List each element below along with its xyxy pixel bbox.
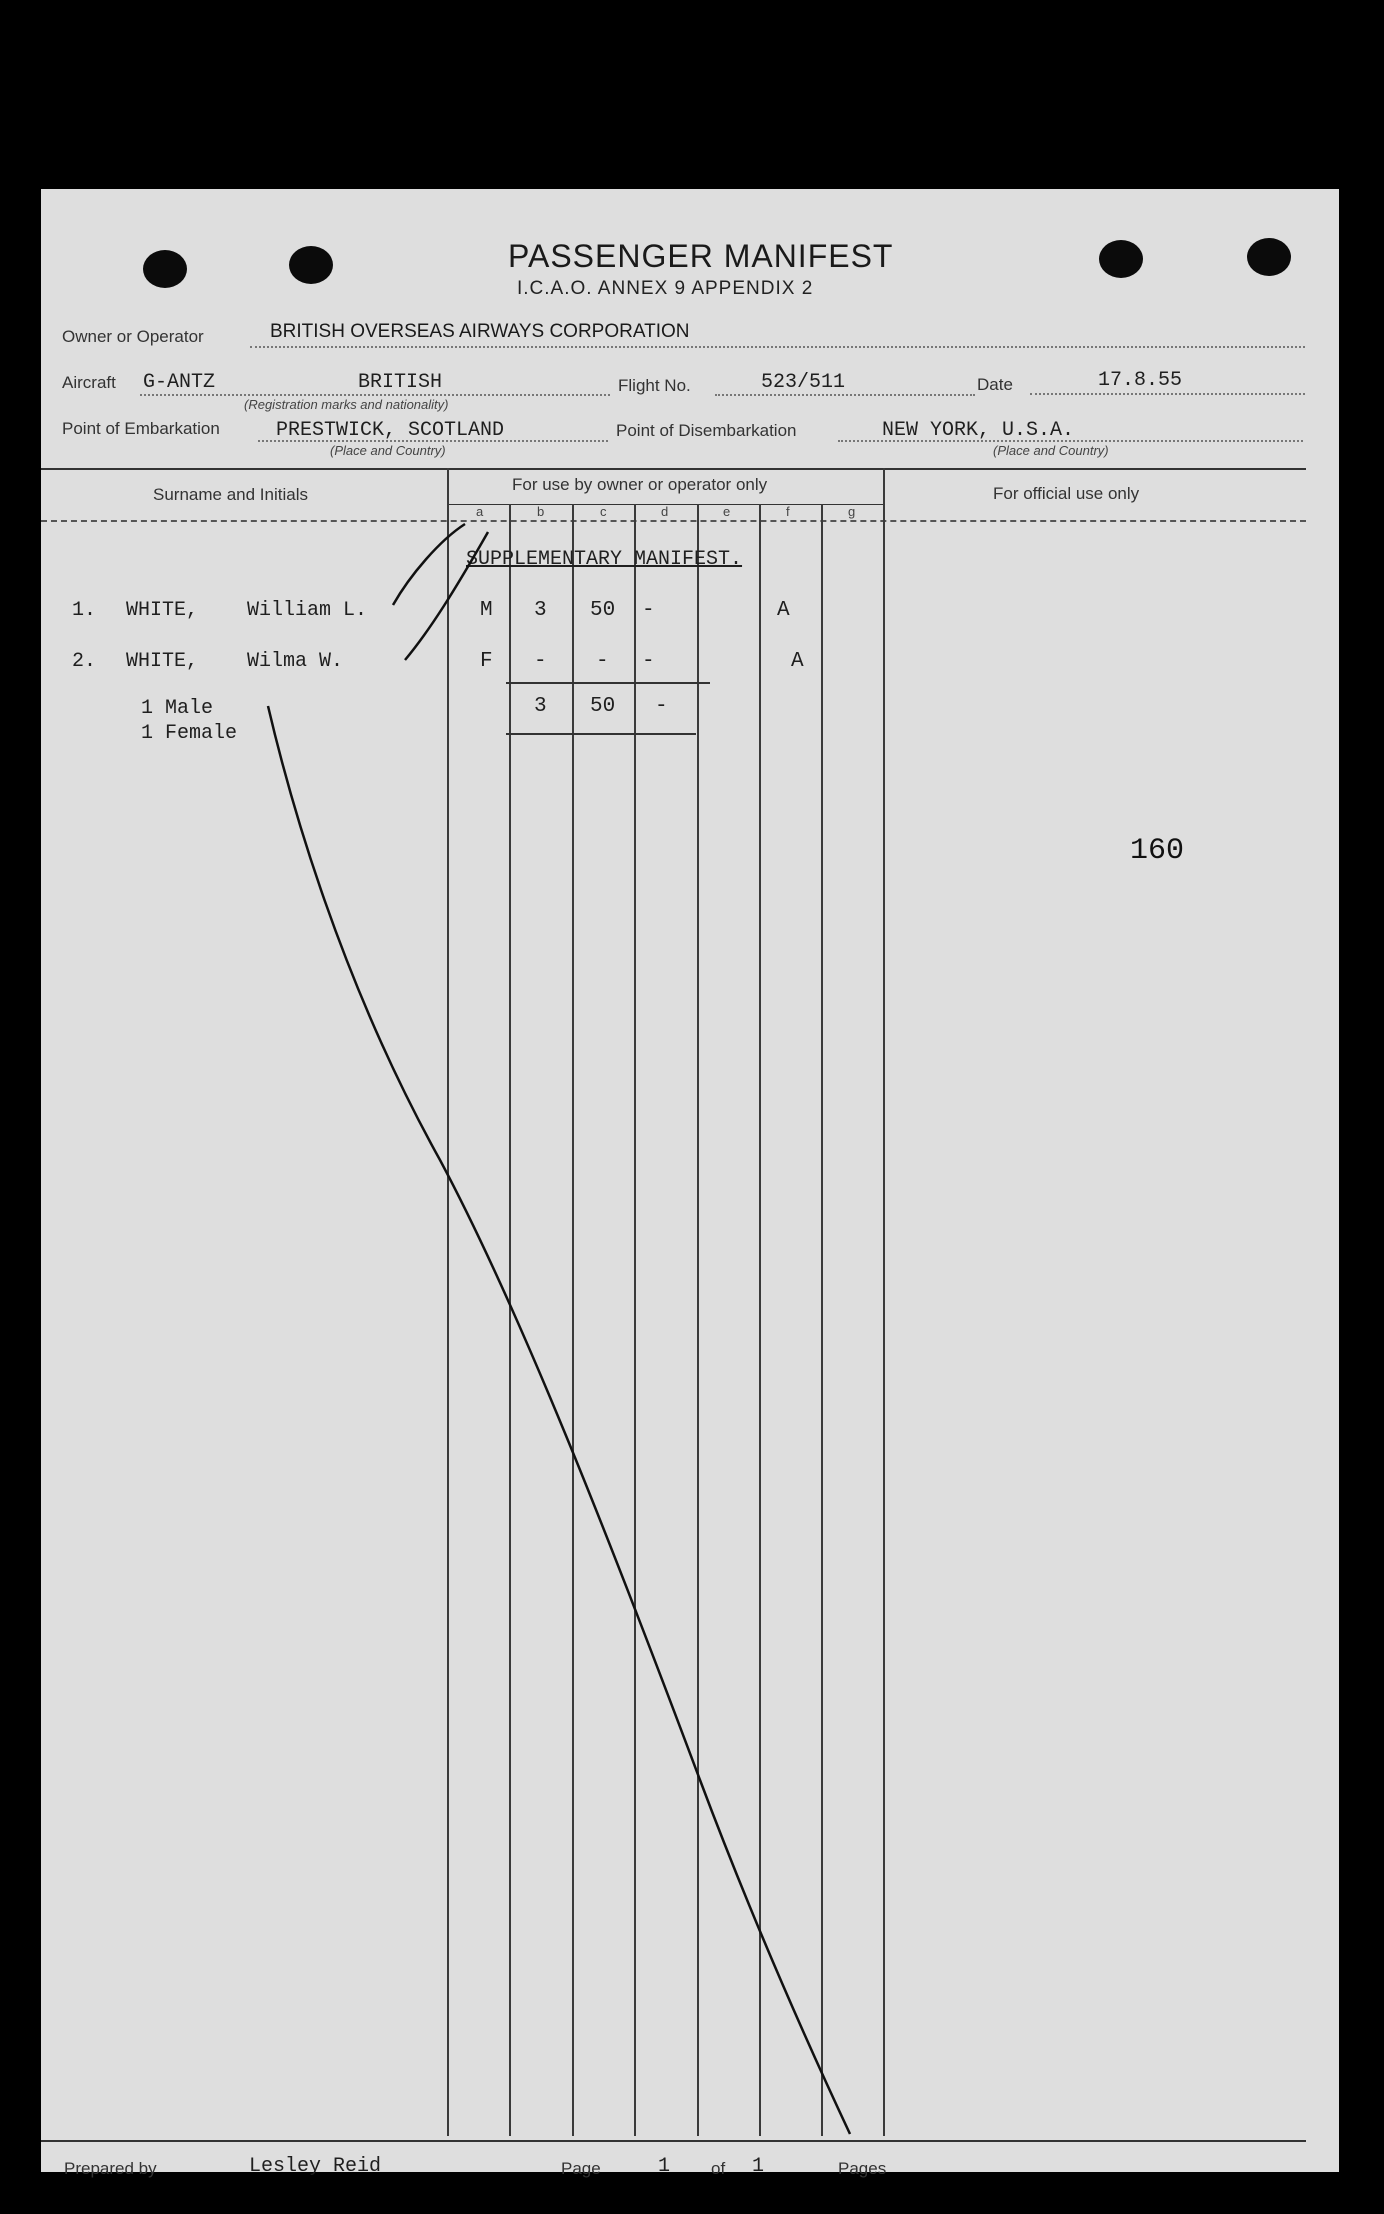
row-col-f: A bbox=[777, 599, 790, 622]
embarkation-value: PRESTWICK, SCOTLAND bbox=[276, 419, 505, 442]
row-col-d: - bbox=[642, 650, 655, 673]
totals-col-b: 3 bbox=[534, 695, 547, 718]
prepared-by-label: Prepared by bbox=[64, 2159, 157, 2178]
row-col-b: 3 bbox=[534, 599, 547, 622]
pages-label: Pages bbox=[838, 2159, 887, 2178]
subcol-f: f bbox=[786, 504, 790, 519]
date-label: Date bbox=[977, 375, 1013, 394]
embarkation-label: Point of Embarkation bbox=[62, 419, 220, 438]
col-surname-header: Surname and Initials bbox=[153, 485, 308, 504]
disembarkation-label: Point of Disembarkation bbox=[616, 421, 797, 440]
row-number: 1. bbox=[72, 599, 97, 622]
row-number: 2. bbox=[72, 650, 97, 673]
stamp-number: 160 bbox=[1130, 834, 1185, 868]
aircraft-caption: (Registration marks and nationality) bbox=[244, 397, 449, 412]
subcol-c: c bbox=[600, 504, 607, 519]
footer-rule bbox=[41, 2140, 1306, 2142]
passenger-surname: WHITE, bbox=[126, 650, 199, 673]
col-operator-header: For use by owner or operator only bbox=[512, 475, 768, 494]
page-value: 1 bbox=[658, 2155, 671, 2178]
row-col-f: A bbox=[791, 650, 804, 673]
page-label: Page bbox=[561, 2159, 601, 2178]
subcol-d: d bbox=[661, 504, 669, 519]
flight-label: Flight No. bbox=[618, 376, 691, 395]
subcol-b: b bbox=[537, 504, 545, 519]
section-title: SUPPLEMENTARY MANIFEST. bbox=[466, 548, 743, 571]
aircraft-label: Aircraft bbox=[62, 373, 116, 392]
tick-stroke bbox=[405, 532, 488, 660]
passenger-given-name: Wilma W. bbox=[247, 650, 344, 673]
owner-label: Owner or Operator bbox=[62, 327, 204, 346]
date-value: 17.8.55 bbox=[1098, 369, 1183, 392]
col-official-header: For official use only bbox=[993, 484, 1140, 503]
diagonal-pen-stroke bbox=[268, 706, 850, 2134]
aircraft-registration: G-ANTZ bbox=[143, 371, 216, 394]
prepared-by-value: Lesley Reid bbox=[249, 2155, 382, 2178]
flight-value: 523/511 bbox=[761, 371, 846, 394]
aircraft-nationality: BRITISH bbox=[358, 371, 443, 394]
passenger-given-name: William L. bbox=[247, 599, 368, 622]
page-subtitle: I.C.A.O. ANNEX 9 APPENDIX 2 bbox=[517, 278, 814, 299]
row-col-b: - bbox=[534, 650, 547, 673]
owner-value: BRITISH OVERSEAS AIRWAYS CORPORATION bbox=[270, 321, 690, 342]
subcol-a: a bbox=[476, 504, 484, 519]
row-col-c: - bbox=[596, 650, 609, 673]
row-col-a: F bbox=[480, 650, 493, 673]
page-title: PASSENGER MANIFEST bbox=[508, 238, 894, 274]
of-value: 1 bbox=[752, 2155, 765, 2178]
of-label: of bbox=[711, 2159, 726, 2178]
row-col-a: M bbox=[480, 599, 493, 622]
totals-col-c: 50 bbox=[590, 695, 616, 718]
passenger-surname: WHITE, bbox=[126, 599, 199, 622]
subcol-e: e bbox=[723, 504, 731, 519]
subcol-g: g bbox=[848, 504, 856, 519]
tick-stroke bbox=[393, 524, 465, 605]
row-col-c: 50 bbox=[590, 599, 616, 622]
disembarkation-value: NEW YORK, U.S.A. bbox=[882, 419, 1075, 442]
totals-females: 1 Female bbox=[141, 722, 238, 745]
embarkation-caption: (Place and Country) bbox=[330, 443, 446, 458]
totals-males: 1 Male bbox=[141, 697, 214, 720]
disembarkation-caption: (Place and Country) bbox=[993, 443, 1109, 458]
totals-col-d: - bbox=[655, 695, 668, 718]
row-col-d: - bbox=[642, 599, 655, 622]
